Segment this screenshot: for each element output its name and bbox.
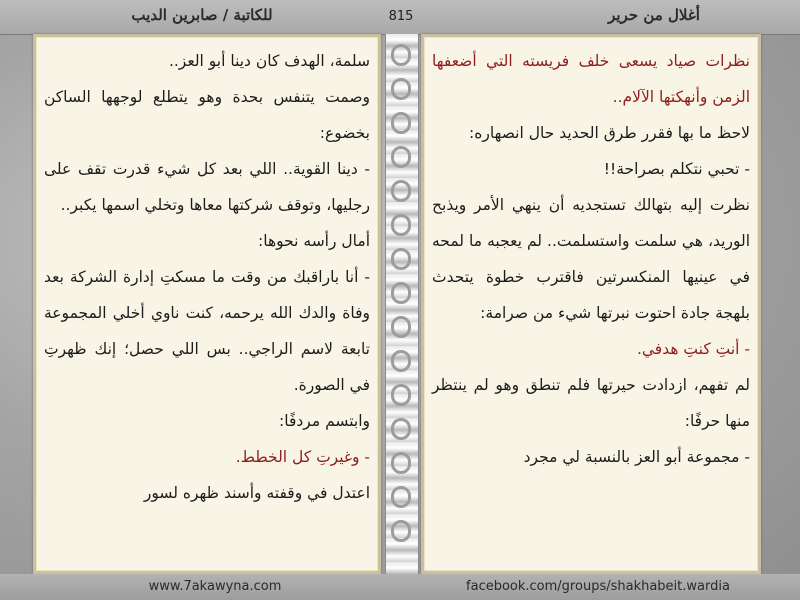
chain-link: [391, 44, 411, 66]
chain-link: [391, 486, 411, 508]
chain-link: [391, 214, 411, 236]
page-header: [0, 0, 800, 35]
paragraph-highlighted: - أنتِ كنتِ هدفي.: [636, 340, 750, 358]
chain-link: [391, 452, 411, 474]
page-footer: [0, 574, 800, 600]
author-credit: للكاتبة / صابرين الديب: [131, 6, 273, 24]
paragraph: لم تفهم، ازدادت حيرتها فلم تنطق وهو لم ينتظر منها حرفًا:: [432, 376, 750, 430]
paragraph: - دينا القوية.. اللي بعد كل شيء قدرت تقف على رجليها، وتوقف شركتها معاها وتخلي اسمها يكبر..: [44, 160, 370, 214]
paragraph-highlighted: - وغيرتِ كل الخطط.: [235, 448, 370, 466]
paragraph: - مجموعة أبو العز بالنسبة لي مجرد: [523, 448, 750, 466]
paragraph: سلمة، الهدف كان دينا أبو العز..: [168, 52, 370, 70]
paragraph: وابتسم مردفًا:: [279, 412, 370, 430]
chain-divider: [385, 34, 419, 574]
right-text-column: [421, 34, 761, 574]
paragraph: وصمت يتنفس بحدة وهو يتطلع لوجهها الساكن بخضوع:: [44, 88, 370, 142]
chain-link: [391, 282, 411, 304]
page-number: 815: [388, 9, 414, 24]
paragraph: اعتدل في وقفته وأسند ظهره لسور: [143, 484, 370, 502]
paragraph: - أنا باراقبك من وقت ما مسكتِ إدارة الشركة بعد وفاة والدك الله يرحمه، كنت ناوي أخلي المجموعة تابعة لاسم الراجي.. بس اللي حصل؛ إنك ظهرتِ في الصورة.: [44, 268, 370, 394]
paragraph: نظرت إليه بتهالك تستجديه أن ينهي الأمر ويذبح الوريد، هي سلمت واستسلمت.. لم يعجبه ما لمحه في عينيها المنكسرتين فاقترب خطوة يتحدث بلهجة جادة احتوت نبرتها شيء من صرامة:: [432, 196, 750, 322]
chain-link: [391, 146, 411, 168]
chain-link: [391, 384, 411, 406]
chain-link: [391, 78, 411, 100]
chain-link: [391, 180, 411, 202]
chain-link: [391, 350, 411, 372]
chain-link: [391, 520, 411, 542]
chain-link: [391, 248, 411, 270]
book-title: أغلال من حرير: [608, 6, 700, 24]
facebook-link[interactable]: facebook.com/groups/shakhabeit.wardia: [466, 579, 730, 594]
chain-link: [391, 112, 411, 134]
left-text-column: [33, 34, 381, 574]
chain-link: [391, 316, 411, 338]
paragraph: - تحبي نتكلم بصراحة!!: [603, 160, 750, 178]
paragraph: أمال رأسه نحوها:: [258, 232, 370, 250]
website-link[interactable]: www.7akawyna.com: [148, 579, 282, 594]
paragraph-highlighted: نظرات صياد يسعى خلف فريسته التي أضعفها الزمن وأنهكتها الآلام..: [432, 52, 750, 106]
paragraph: لاحظ ما بها فقرر طرق الحديد حال انصهاره:: [469, 124, 750, 142]
chain-link: [391, 418, 411, 440]
